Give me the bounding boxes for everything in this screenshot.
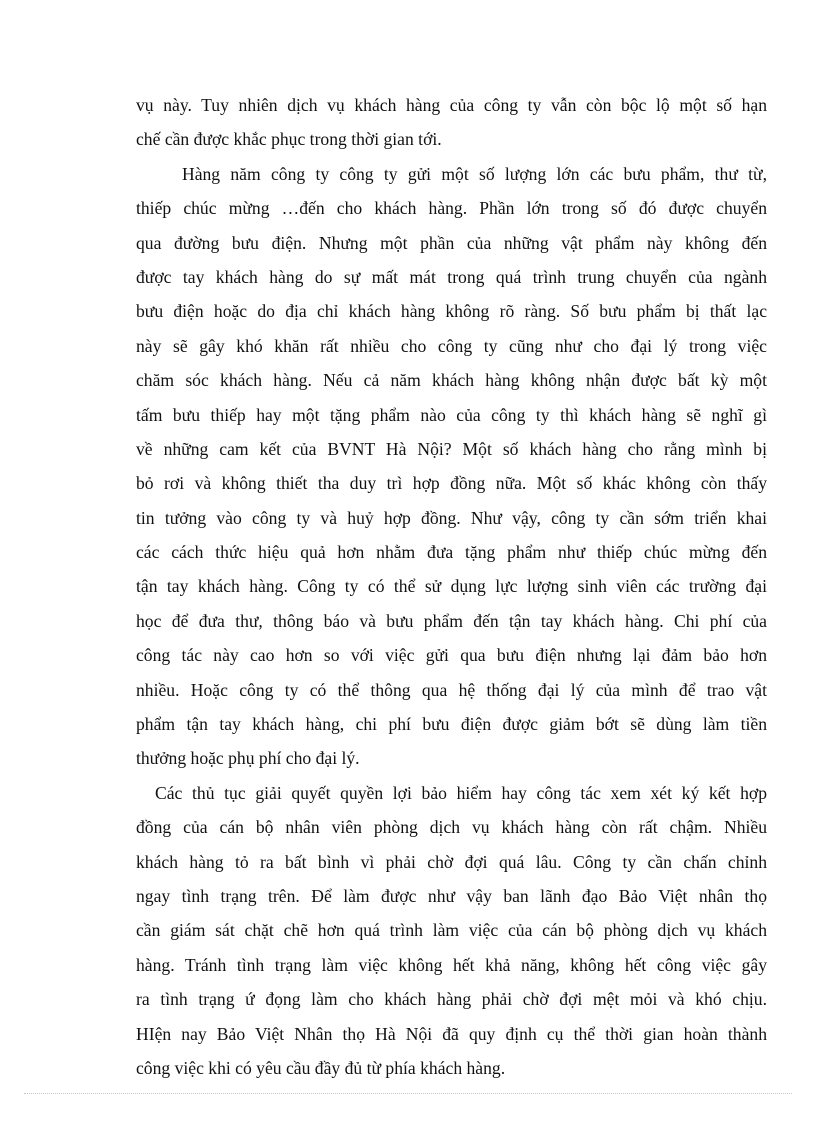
text-line: này sẽ gây khó khăn rất nhiều cho công ty cũng như cho đại lý trong việc [136,335,767,356]
text-line: tận tay khách hàng. Công ty có thể sử dụng lực lượng sinh viên các trường đại [136,576,767,597]
text-line: HIện nay Bảo Việt Nhân thọ Hà Nội đã quy định cụ thể thời gian hoàn thành [136,1023,767,1044]
text-line: công tác này cao hơn so với việc gửi qua bưu điện nhưng lại đảm bảo hơn [136,645,767,666]
text-line: đồng của cán bộ nhân viên phòng dịch vụ khách hàng còn rất chậm. Nhiều [136,817,767,838]
paragraph-1 [136,88,767,157]
text-line: chăm sóc khách hàng. Nếu cả năm khách hàng không nhận được bất kỳ một [136,370,767,391]
text-line: công việc khi có yêu cầu đầy đủ từ phía khách hàng. [136,1057,506,1078]
footer-dotted-rule [24,1093,792,1094]
text-line: Các thủ tục giải quyết quyền lợi bảo hiểm hay công tác xem xét ký kết hợp [155,782,767,803]
text-line: bưu điện hoặc do địa chỉ khách hàng không rõ ràng. Số bưu phẩm bị thất lạc [136,301,767,322]
text-line: vụ này. Tuy nhiên dịch vụ khách hàng của công ty vẫn còn bộc lộ một số hạn [136,95,767,115]
paragraph-3 [136,776,767,1086]
text-line: Hàng năm công ty công ty gửi một số lượng lớn các bưu phẩm, thư từ, [182,163,767,184]
text-line: thiếp chúc mừng …đến cho khách hàng. Phần lớn trong số đó được chuyển [136,198,767,219]
text-line: học để đưa thư, thông báo và bưu phẩm đến tận tay khách hàng. Chi phí của [136,610,767,631]
text-line: ngay tình trạng trên. Để làm được như vậy ban lãnh đạo Bảo Việt nhân thọ [136,885,767,906]
text-line: khách hàng tỏ ra bất bình vì phải chờ đợi quá lâu. Công ty cần chấn chỉnh [136,851,767,872]
text-line: các cách thức hiệu quả hơn nhằm đưa tặng phẩm như thiếp chúc mừng đến [136,542,767,563]
document-body [136,88,767,1085]
text-line: bỏ rơi và không thiết tha duy trì hợp đồng nữa. Một số khác không còn thấy [136,473,767,494]
text-line: tấm bưu thiếp hay một tặng phẩm nào của công ty thì khách hàng sẽ nghĩ gì [136,404,767,425]
text-line: phẩm tận tay khách hàng, chi phí bưu điện được giảm bớt sẽ dùng làm tiền [136,714,767,735]
text-line: ra tình trạng ứ đọng làm cho khách hàng phải chờ đợi mệt mỏi và khó chịu. [136,989,767,1010]
text-line: được tay khách hàng do sự mất mát trong quá trình trung chuyển của ngành [136,266,767,287]
text-line: thưởng hoặc phụ phí cho đại lý. [136,748,360,769]
paragraph-2 [136,157,767,776]
text-line: nhiều. Hoặc công ty có thể thông qua hệ thống đại lý của mình để trao vật [136,679,767,700]
text-line: qua đường bưu điện. Nhưng một phần của những vật phẩm này không đến [136,232,767,253]
text-line: chế cần được khắc phục trong thời gian tới. [136,129,442,150]
text-line: về những cam kết của BVNT Hà Nội? Một số khách hàng cho rằng mình bị [136,438,767,459]
text-line: tin tưởng vào công ty và huỷ hợp đồng. Như vậy, công ty cần sớm triển khai [136,507,767,528]
text-line: cần giám sát chặt chẽ hơn quá trình làm việc của cán bộ phòng dịch vụ khách [136,920,767,941]
text-line: hàng. Tránh tình trạng làm việc không hết khả năng, không hết công việc gây [136,954,767,975]
